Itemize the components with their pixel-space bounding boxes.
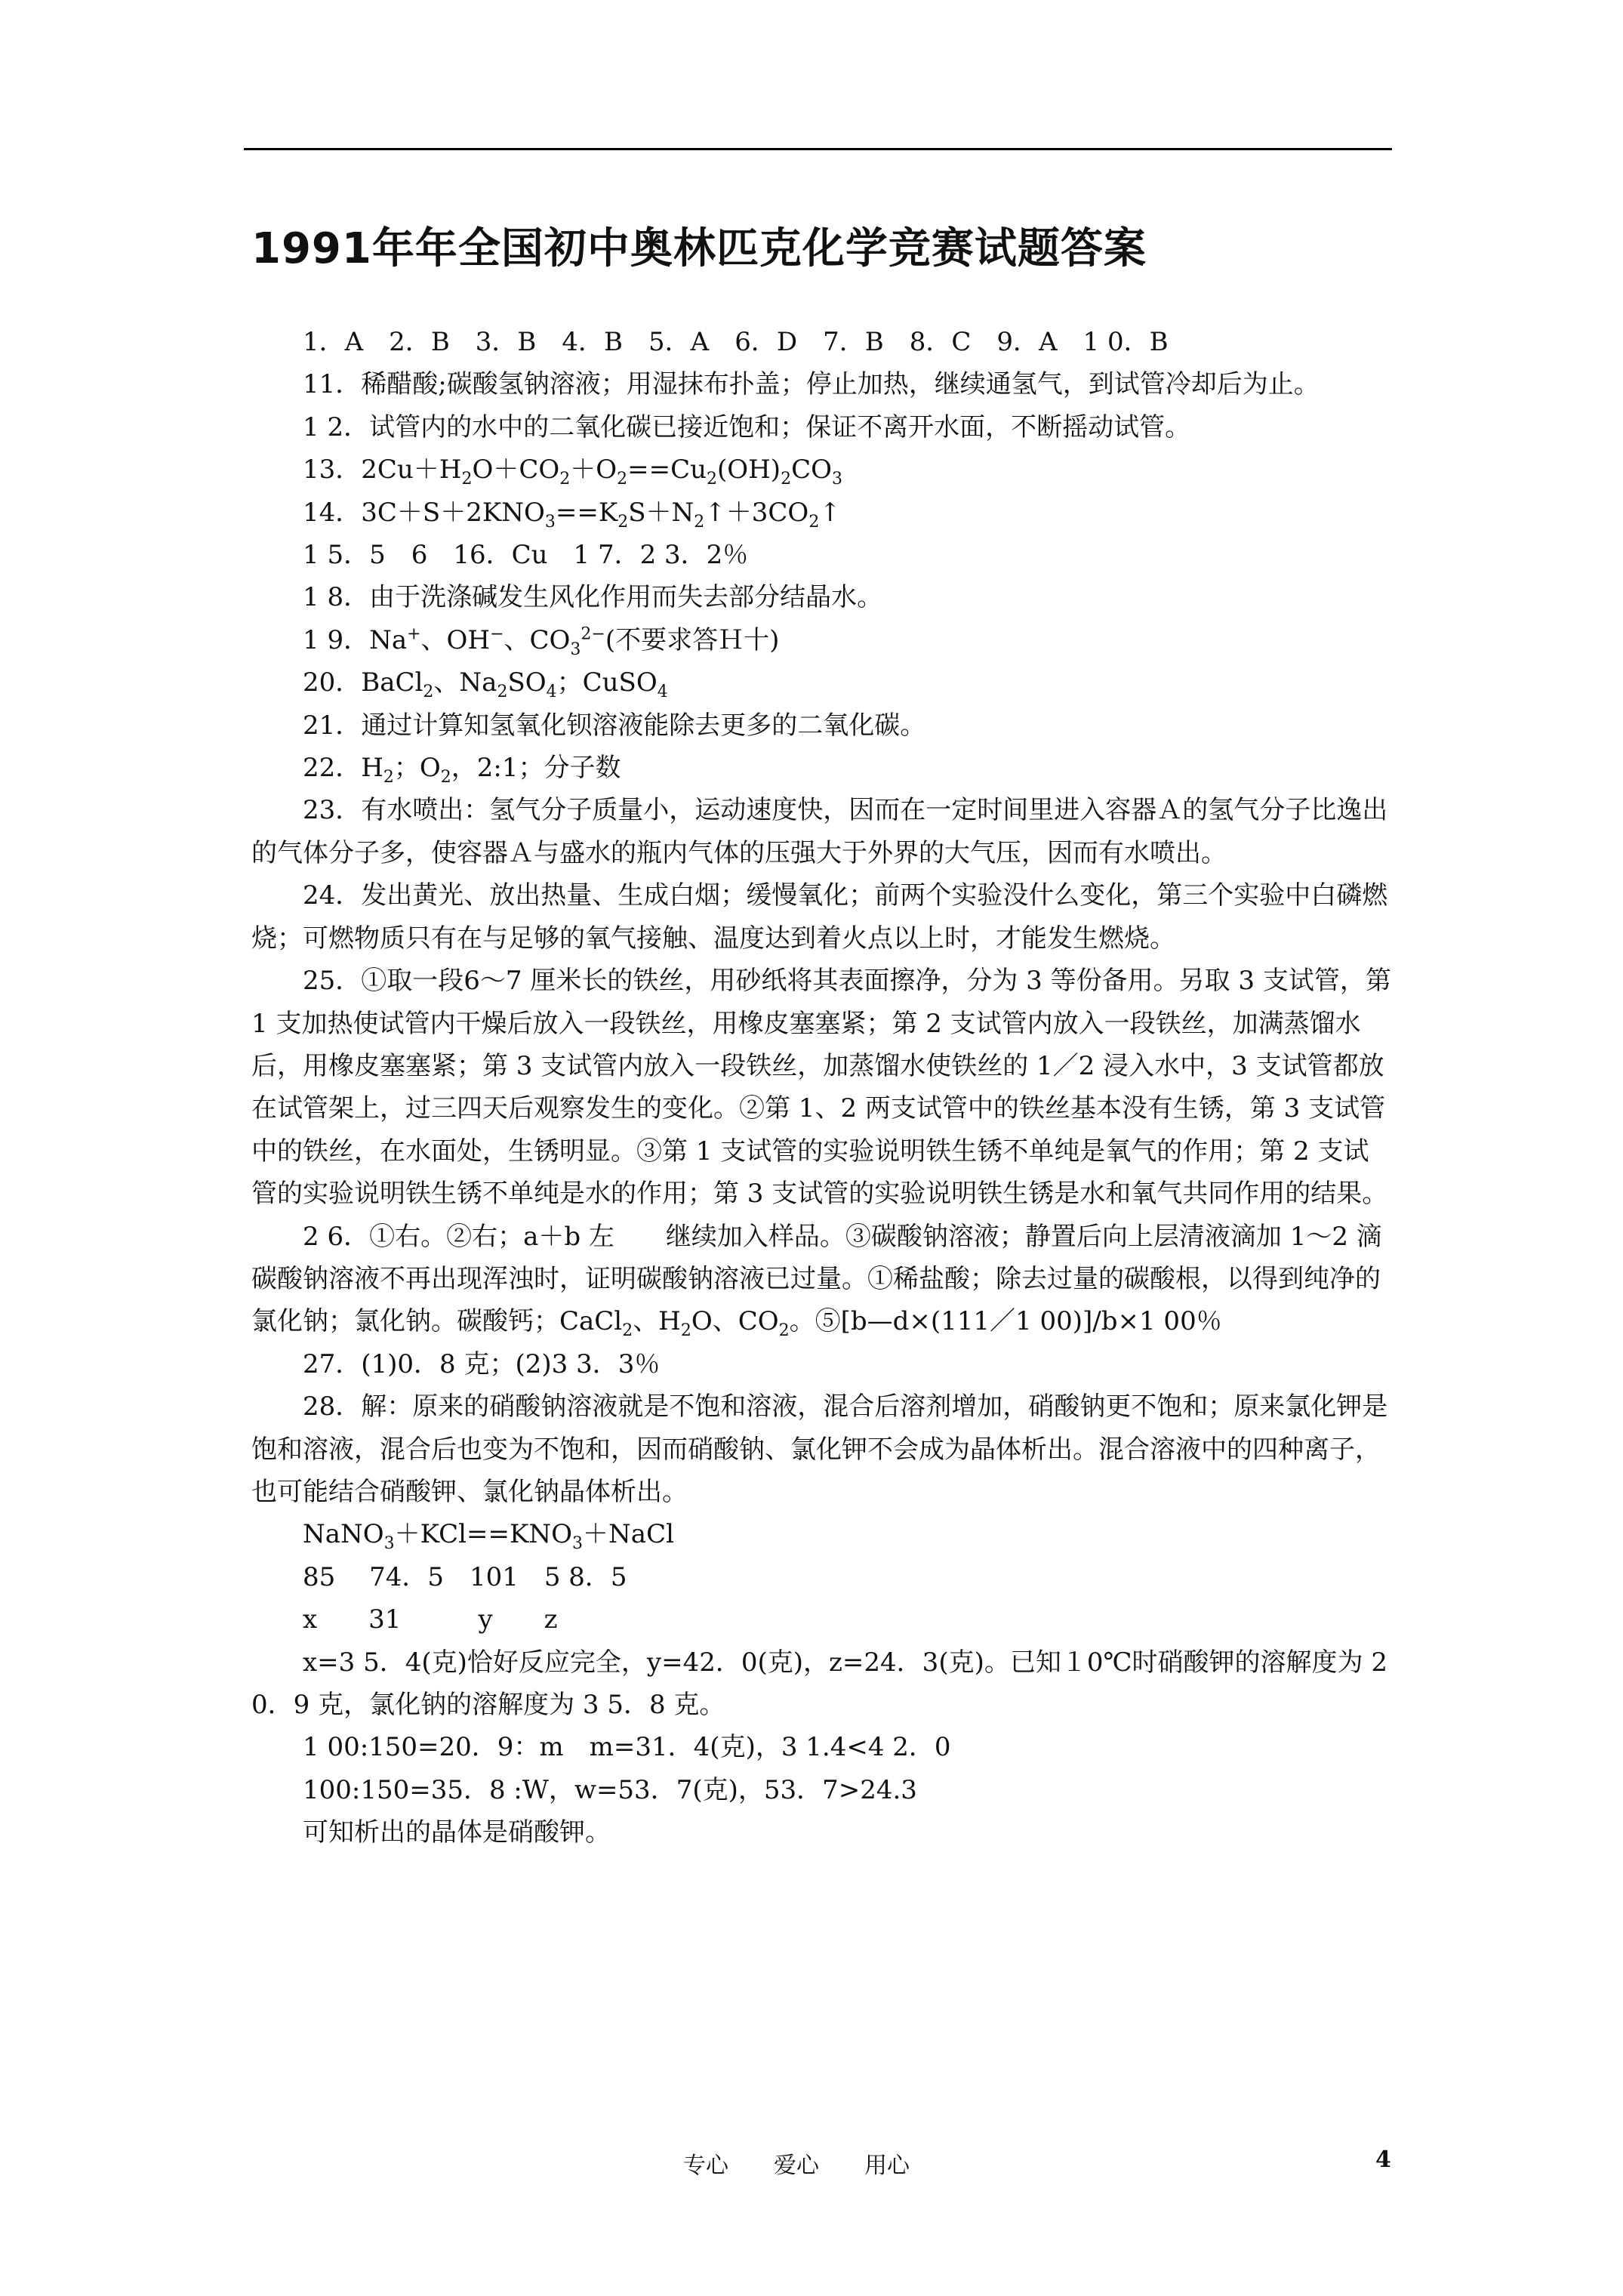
answer-12: 1 2．试管内的水中的二氧化碳已接近饱和；保证不离开水面，不断摇动试管。 — [303, 411, 1191, 442]
document-title: 1991年年全国初中奥林匹克化学竞赛试题答案 — [251, 224, 1147, 273]
calculation-1: x=3 5．4(克)恰好反应完全，y=42．0(克)，z=24．3(克)。已知１0℃时硝酸钾的溶解度为 20．9 克，氯化钠的溶解度为 3 5．8 克。 — [251, 1647, 1387, 1720]
answer-26: 2 6．①右。②右；a＋b 左 继续加入样品。③碳酸钠溶液；静置后向上层清液滴加 1～2 滴碳酸钠溶液不再出现浑浊时，证明碳酸钠溶液已过量。①稀盐酸；除去过量的碳酸根，以得到纯净的氯化钠；氯化钠。碳酸钙；CaCl$_2$、$H_2O$、$CO_2$。⑤[b—d×(111／1 00)]/b×1 00％ — [251, 1221, 1382, 1341]
reaction-equation: $NaNO_3+KCl==KNO_3+NaCl$ — [303, 1519, 674, 1554]
answer-13-equation: 13．$2Cu+H_2O+CO_2+O_2==Cu_2(OH)_2CO_3$ — [303, 455, 842, 489]
answer-24: 24．发出黄光、放出热量、生成白烟；缓慢氧化；前两个实验没什么变化，第三个实验中白磷燃烧；可燃物质只有在与足够的氧气接触、温度达到着火点以上时，才能发生燃烧。 — [251, 880, 1388, 954]
answer-27: 27．(1)0．8 克；(2)3 3．3％ — [303, 1348, 661, 1379]
molar-masses-row: 85 74．5 101 5 8．5 — [303, 1561, 627, 1592]
header-rule — [244, 148, 1392, 150]
answer-19-ions: 1 9．Na+、OH−、$CO_3^{2-}$(不要求答Ｈ十) — [303, 624, 780, 659]
answer-23: 23．有水喷出：氢气分子质量小，运动速度快，因而在一定时间里进入容器Ａ的氢气分子比逸出的气体分子多，使容器Ａ与盛水的瓶内气体的压强大于外界的大气压，因而有水喷出。 — [251, 795, 1388, 868]
answer-18: 1 8．由于洗涤碱发生风化作用而失去部分结晶水。 — [303, 582, 883, 613]
variables-row: x 31 y z — [303, 1604, 558, 1635]
calculation-3: 100:150=35．8 :W，w=53．7(克)，53．7>24.3 — [303, 1774, 917, 1805]
answer-11: 11．稀醋酸;碳酸氢钠溶液；用湿抹布扑盖；停止加热，继续通氢气，到试管冷却后为止。 — [303, 369, 1320, 400]
answer-20: 20．BaCl$_2$、$Na_2SO_4$；CuSO$_4$ — [303, 667, 668, 702]
calculation-2: 1 00:150=20．9：m m=31．4(克)，3 1.4<4 2．0 — [303, 1732, 951, 1763]
answer-25: 25．①取一段6～7 厘米长的铁丝，用砂纸将其表面擦净，分为 3 等份备用。另取 3 支试管，第 1 支加热使试管内干燥后放入一段铁丝，用橡皮塞塞紧；第 2 支试管内放入一段铁丝，加满蒸馏水后，用橡皮塞塞紧；第 3 支试管内放入一段铁丝，加蒸馏水使铁丝的 1／2 浸入水中，3 支试管都放在试管架上，过三四天后观察发生的变化。②第 1、2 两支试管中的铁丝基本没有生锈，第 3 支试管中的铁丝，在水面处，生锈明显。③第 1 支试管的实验说明铁生锈不单纯是氧气的作用；第 2 支试管的实验说明铁生锈不单纯是水的作用；第 3 支试管的实验说明铁生锈是水和氧气共同作用的结果。 — [251, 966, 1400, 1210]
answer-28: 28．解：原来的硝酸钠溶液就是不饱和溶液，混合后溶剂增加，硝酸钠更不饱和；原来氯化钾是饱和溶液，混合后也变为不饱和，因而硝酸钠、氯化钾不会成为晶体析出。混合溶液中的四种离子，也可能结合硝酸钾、氯化钠晶体析出。 — [251, 1391, 1388, 1507]
answer-14-equation: 14．$3C+S+2KNO_3==K_2S+N_2↑+3CO_2↑$ — [303, 497, 841, 532]
footer-motto: 专心 爱心 用心 — [683, 2153, 910, 2179]
conclusion: 可知析出的晶体是硝酸钾。 — [303, 1817, 611, 1848]
answer-1-10: 1．A 2．B 3．B 4．B 5．A 6．D 7．B 8．C 9．A 1 0．B — [303, 327, 1169, 357]
answer-21: 21．通过计算知氢氧化钡溶液能除去更多的二氧化碳。 — [303, 710, 926, 741]
page-number: 4 — [1375, 2147, 1391, 2173]
answer-22: 22．$H_2$；$O_2$，2:1；分子数 — [303, 753, 621, 787]
answer-15-17: 1 5．5 6 16．Cu 1 7．2 3．2％ — [303, 540, 749, 571]
answer-body — [251, 321, 1400, 1854]
